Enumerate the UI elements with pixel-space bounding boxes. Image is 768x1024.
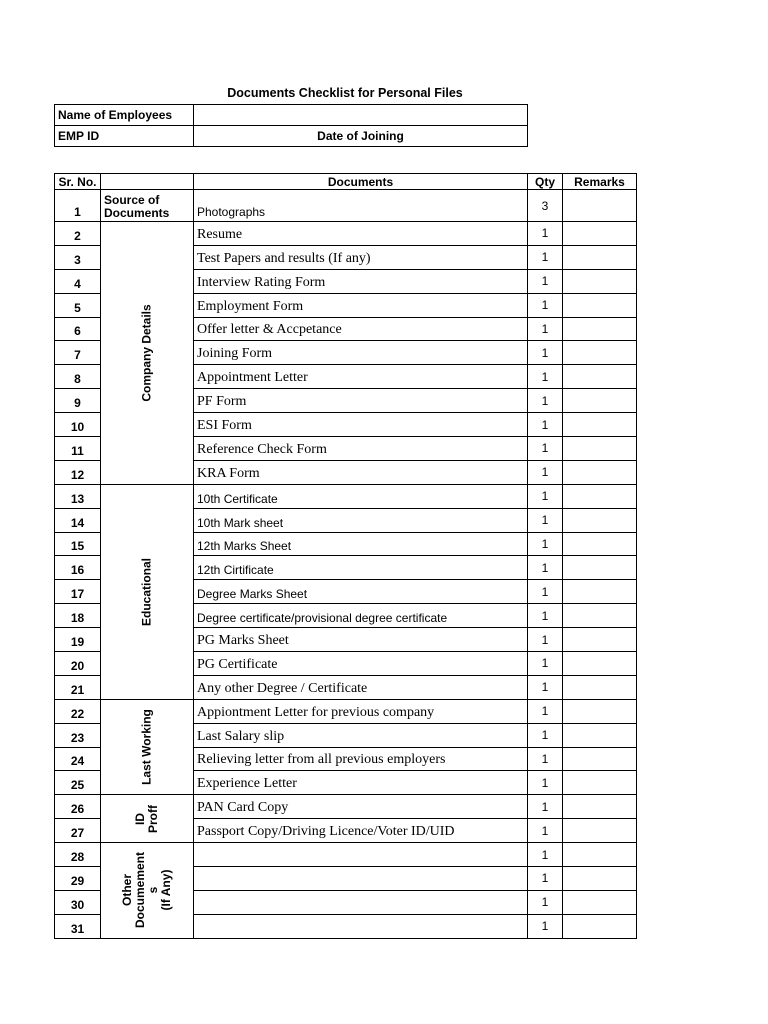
document-name-cell: Joining Form (194, 341, 528, 365)
sr-no-cell: 24 (55, 747, 101, 771)
sr-no-cell: 7 (55, 341, 101, 365)
sr-no-cell: 27 (55, 819, 101, 843)
document-name-cell: PG Marks Sheet (194, 628, 528, 652)
section-label-cell (101, 843, 194, 939)
remarks-cell[interactable] (563, 437, 637, 461)
document-name-cell: 12th Marks Sheet (194, 532, 528, 556)
document-name-cell (194, 890, 528, 914)
sr-no-cell: 2 (55, 222, 101, 246)
blank-header (101, 174, 194, 190)
remarks-cell[interactable] (563, 771, 637, 795)
qty-cell: 1 (528, 819, 563, 843)
remarks-cell[interactable] (563, 245, 637, 269)
document-name-cell: Degree certificate/provisional degree certificate (194, 604, 528, 628)
qty-cell: 1 (528, 914, 563, 938)
document-name-cell: Degree Marks Sheet (194, 580, 528, 604)
sr-no-cell: 12 (55, 460, 101, 484)
date-of-joining-label: Date of Joining (194, 126, 528, 147)
sr-no-cell: 17 (55, 580, 101, 604)
documents-header: Documents (194, 174, 528, 190)
document-name-cell: Experience Letter (194, 771, 528, 795)
sr-no-cell: 18 (55, 604, 101, 628)
qty-cell: 1 (528, 867, 563, 891)
document-name-cell: PF Form (194, 389, 528, 413)
remarks-cell[interactable] (563, 604, 637, 628)
section-label: Last Working (139, 709, 154, 785)
sr-no-cell: 15 (55, 532, 101, 556)
document-name-cell: 10th Mark sheet (194, 508, 528, 532)
remarks-cell[interactable] (563, 508, 637, 532)
document-name-cell: Offer letter & Accpetance (194, 317, 528, 341)
qty-cell: 1 (528, 293, 563, 317)
name-row (55, 105, 528, 126)
remarks-cell[interactable] (563, 628, 637, 652)
remarks-cell[interactable] (563, 222, 637, 246)
document-name-cell: 10th Certificate (194, 484, 528, 508)
document-name-cell: Employment Form (194, 293, 528, 317)
qty-cell: 1 (528, 245, 563, 269)
remarks-cell[interactable] (563, 723, 637, 747)
remarks-cell[interactable] (563, 293, 637, 317)
qty-header: Qty (528, 174, 563, 190)
remarks-cell[interactable] (563, 914, 637, 938)
remarks-cell[interactable] (563, 795, 637, 819)
sr-no-cell: 28 (55, 843, 101, 867)
emp-id-label: EMP ID (55, 126, 194, 147)
section-label-cell (101, 484, 194, 699)
remarks-cell[interactable] (563, 269, 637, 293)
remarks-cell[interactable] (563, 867, 637, 891)
remarks-cell[interactable] (563, 675, 637, 699)
remarks-cell[interactable] (563, 389, 637, 413)
qty-cell: 1 (528, 508, 563, 532)
document-name-cell: Appiontment Letter for previous company (194, 699, 528, 723)
remarks-cell[interactable] (563, 532, 637, 556)
sr-no-cell: 30 (55, 890, 101, 914)
document-name-cell: PG Certificate (194, 652, 528, 676)
sr-no-cell: 25 (55, 771, 101, 795)
table-row (55, 484, 637, 508)
remarks-cell[interactable] (563, 699, 637, 723)
empid-row (55, 126, 528, 147)
sr-no-cell: 29 (55, 867, 101, 891)
source-of-documents-label: Source of Documents (101, 190, 194, 222)
qty-cell: 1 (528, 652, 563, 676)
page-title: Documents Checklist for Personal Files (227, 86, 463, 100)
document-name-cell: Appointment Letter (194, 365, 528, 389)
remarks-cell[interactable] (563, 890, 637, 914)
sr-no-cell: 5 (55, 293, 101, 317)
qty-cell: 1 (528, 890, 563, 914)
document-name-cell (194, 914, 528, 938)
table-row (55, 795, 637, 819)
qty-cell: 1 (528, 843, 563, 867)
document-name-cell: KRA Form (194, 460, 528, 484)
sr-no-cell: 11 (55, 437, 101, 461)
qty-cell: 1 (528, 317, 563, 341)
document-name-cell: PAN Card Copy (194, 795, 528, 819)
qty-cell: 1 (528, 269, 563, 293)
section-label-cell (101, 795, 194, 843)
document-name-cell: Reference Check Form (194, 437, 528, 461)
remarks-cell[interactable] (563, 460, 637, 484)
document-name-cell: Interview Rating Form (194, 269, 528, 293)
sr-no-cell: 31 (55, 914, 101, 938)
sr-no-cell: 16 (55, 556, 101, 580)
name-field[interactable] (194, 105, 528, 126)
qty-cell: 3 (528, 190, 563, 222)
sr-no-cell: 4 (55, 269, 101, 293)
qty-cell: 1 (528, 413, 563, 437)
qty-cell: 1 (528, 675, 563, 699)
qty-cell: 1 (528, 747, 563, 771)
table-row (55, 190, 637, 222)
qty-cell: 1 (528, 604, 563, 628)
qty-cell: 1 (528, 723, 563, 747)
section-label-cell (101, 222, 194, 485)
sr-no-header: Sr. No. (55, 174, 101, 190)
sr-no-cell: 23 (55, 723, 101, 747)
sr-no-cell: 9 (55, 389, 101, 413)
employee-info-table (54, 104, 528, 147)
qty-cell: 1 (528, 795, 563, 819)
sr-no-cell: 22 (55, 699, 101, 723)
table-row (55, 843, 637, 867)
sr-no-cell: 21 (55, 675, 101, 699)
qty-cell: 1 (528, 771, 563, 795)
document-name-cell: Test Papers and results (If any) (194, 245, 528, 269)
qty-cell: 1 (528, 222, 563, 246)
document-name-cell: Resume (194, 222, 528, 246)
qty-cell: 1 (528, 365, 563, 389)
section-label: Other Documement s (If Any) (120, 852, 173, 929)
section-label: ID Proff (133, 804, 160, 833)
table-row (55, 222, 637, 246)
qty-cell: 1 (528, 556, 563, 580)
sr-no-cell: 3 (55, 245, 101, 269)
remarks-header: Remarks (563, 174, 637, 190)
document-name-cell: Relieving letter from all previous employers (194, 747, 528, 771)
sr-no-cell: 20 (55, 652, 101, 676)
remarks-cell[interactable] (563, 190, 637, 222)
document-name-cell: Passport Copy/Driving Licence/Voter ID/UID (194, 819, 528, 843)
document-name-cell (194, 867, 528, 891)
documents-checklist-table (54, 173, 637, 939)
remarks-cell[interactable] (563, 819, 637, 843)
qty-cell: 1 (528, 699, 563, 723)
sr-no-cell: 1 (55, 190, 101, 222)
qty-cell: 1 (528, 437, 563, 461)
qty-cell: 1 (528, 389, 563, 413)
remarks-cell[interactable] (563, 365, 637, 389)
document-name-cell: Any other Degree / Certificate (194, 675, 528, 699)
section-label: Educational (139, 557, 154, 626)
name-label: Name of Employees (55, 105, 194, 126)
document-name-cell: Last Salary slip (194, 723, 528, 747)
sr-no-cell: 26 (55, 795, 101, 819)
qty-cell: 1 (528, 628, 563, 652)
sr-no-cell: 13 (55, 484, 101, 508)
qty-cell: 1 (528, 580, 563, 604)
remarks-cell[interactable] (563, 747, 637, 771)
table-header-row (55, 174, 637, 190)
section-label-cell (101, 699, 194, 795)
document-name-cell (194, 843, 528, 867)
document-name-cell: ESI Form (194, 413, 528, 437)
section-label: Company Details (139, 304, 154, 402)
remarks-cell[interactable] (563, 317, 637, 341)
table-row (55, 699, 637, 723)
sr-no-cell: 14 (55, 508, 101, 532)
sr-no-cell: 10 (55, 413, 101, 437)
sr-no-cell: 6 (55, 317, 101, 341)
qty-cell: 1 (528, 532, 563, 556)
remarks-cell[interactable] (563, 843, 637, 867)
qty-cell: 1 (528, 484, 563, 508)
remarks-cell[interactable] (563, 556, 637, 580)
document-name-cell: 12th Cirtificate (194, 556, 528, 580)
qty-cell: 1 (528, 341, 563, 365)
qty-cell: 1 (528, 460, 563, 484)
remarks-cell[interactable] (563, 484, 637, 508)
remarks-cell[interactable] (563, 580, 637, 604)
document-name-cell: Photographs (194, 190, 528, 222)
remarks-cell[interactable] (563, 652, 637, 676)
remarks-cell[interactable] (563, 341, 637, 365)
sr-no-cell: 8 (55, 365, 101, 389)
remarks-cell[interactable] (563, 413, 637, 437)
sr-no-cell: 19 (55, 628, 101, 652)
